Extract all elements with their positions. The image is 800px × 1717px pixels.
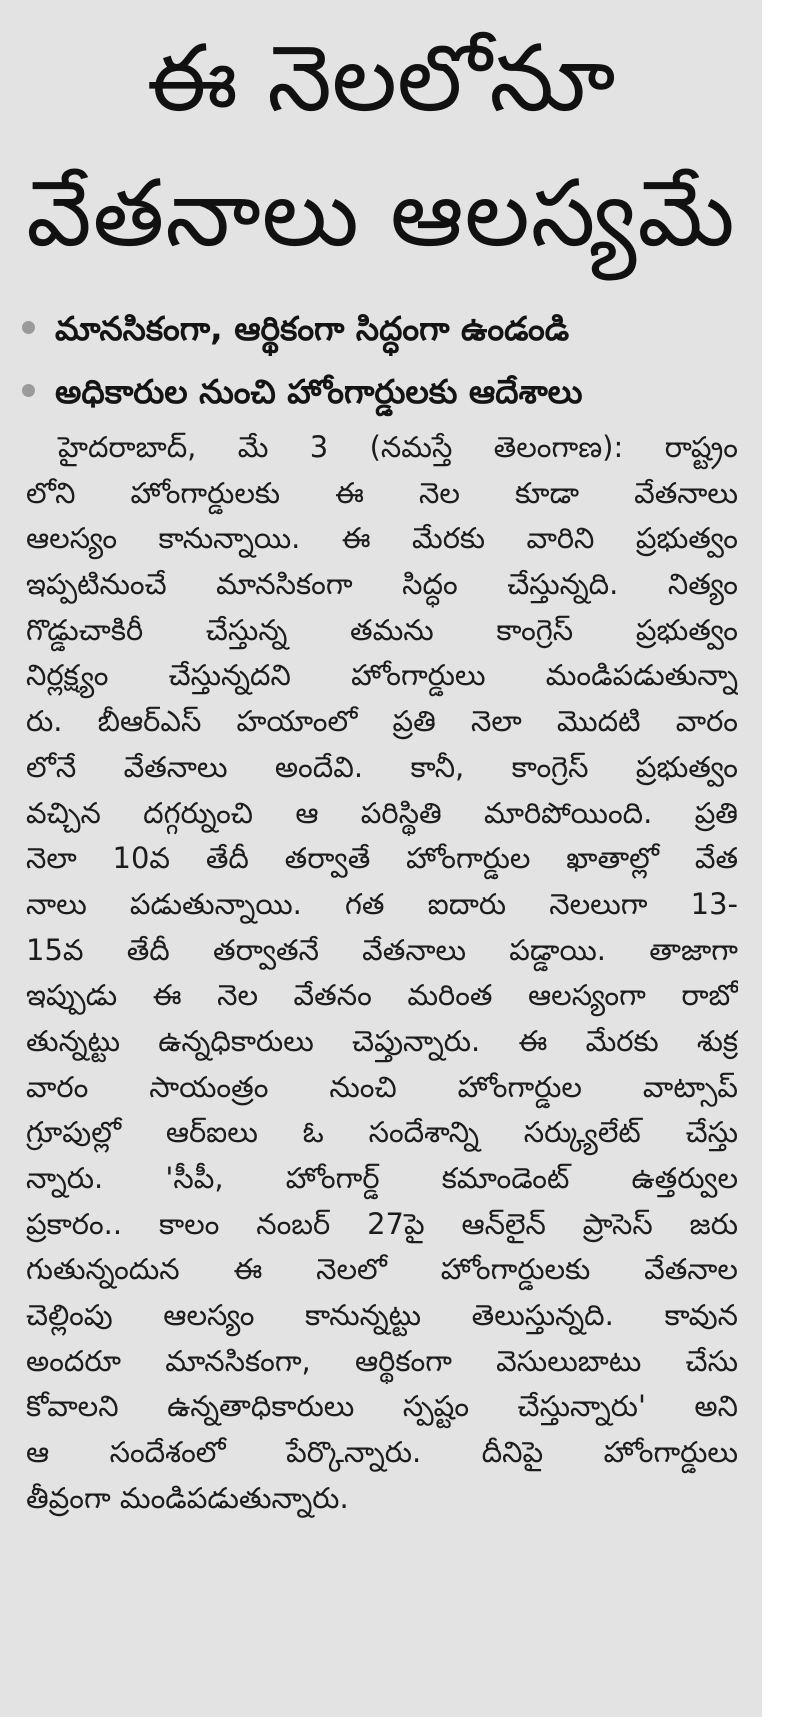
- body-line: నెలా 10వ తేదీ తర్వాతే హోంగార్డుల ఖాతాల్లో వేత: [26, 841, 738, 876]
- body-line: ప్రకారం.. కాలం నంబర్ 27పై ఆన్‌లైన్ ప్రాసెస్ జరు: [26, 1206, 738, 1241]
- bullet-icon: [22, 321, 35, 334]
- body-line: తున్నట్టు ఉన్నధికారులు చెప్తున్నారు. ఈ మేరకు శుక్ర: [26, 1023, 738, 1058]
- body-line: న్నారు. 'సీపీ, హోంగార్డ్ కమాండెంట్ ఉత్తర్వుల: [26, 1161, 738, 1195]
- body-line: వచ్చిన దగ్గర్నుంచి ఆ పరిస్థితి మారిపోయింది. ప్రతి: [26, 795, 738, 830]
- body-line: చెల్లింపు ఆలస్యం కానున్నట్టు తెలుస్తున్నది. కావున: [26, 1298, 738, 1333]
- body-line: గుతున్నందున ఈ నెలలో హోంగార్డులకు వేతనాల: [26, 1252, 738, 1287]
- body-line: హైదరాబాద్, మే 3 (నమస్తే తెలంగాణ): రాష్ట్రం: [58, 430, 738, 464]
- body-line: ఇప్పటినుంచే మానసికంగా సిద్ధం చేస్తున్నది. నిత్యం: [26, 567, 738, 602]
- subheading-2-text: అధికారుల నుంచి హోంగార్డులకు ఆదేశాలు: [55, 372, 583, 411]
- body-line: వారం సాయంత్రం నుంచి హోంగార్డుల వాట్సాప్: [26, 1069, 738, 1104]
- body-line: ఇప్పుడు ఈ నెల వేతనం మరింత ఆలస్యంగా రాబో: [26, 978, 738, 1013]
- body-line: లోనే వేతనాలు అందేవి. కానీ, కాంగ్రెస్ ప్రభుత్వం: [26, 749, 738, 784]
- body-line: లోని హోంగార్డులకు ఈ నెల కూడా వేతనాలు: [26, 475, 738, 510]
- body-line: 15వ తేదీ తర్వాతనే వేతనాలు పడ్డాయి. తాజాగా: [26, 932, 738, 967]
- body-line: ఆలస్యం కానున్నాయి. ఈ మేరకు వారిని ప్రభుత్వం: [26, 521, 738, 556]
- article-body: [26, 425, 738, 1522]
- body-line: గ్రూపుల్లో ఆర్ఐలు ఓ సందేశాన్ని సర్క్యులేట్ చేస్తు: [26, 1115, 738, 1150]
- headline-line-1: ఈ నెలలోనూ: [146, 25, 616, 132]
- headline-line-2: వేతనాలు ఆలస్యమే: [26, 160, 736, 267]
- body-line: నాలు పడుతున్నాయి. గత ఐదారు నెలలుగా 13-: [26, 886, 738, 921]
- page-margin: [762, 0, 800, 1717]
- body-line: ఆ సందేశంలో పేర్కొన్నారు. దీనిపై హోంగార్డులు: [26, 1435, 738, 1470]
- body-line: రు. బీఆర్ఎస్ హయాంలో ప్రతి నెలా మొదటి వారం: [26, 704, 738, 739]
- body-line: అందరూ మానసికంగా, ఆర్థికంగా వెసులుబాటు చేసు: [26, 1343, 738, 1378]
- subheading-1: [22, 305, 752, 353]
- body-line: నిర్లక్ష్యం చేస్తున్నదని హోంగార్డులు మండిపడుతున్నా: [26, 658, 738, 693]
- subheading-2: [22, 368, 752, 416]
- body-line: గొడ్డుచాకిరీ చేస్తున్న తమను కాంగ్రెస్ ప్రభుత్వం: [26, 612, 738, 647]
- bullet-icon: [22, 384, 35, 397]
- subheading-1-text: మానసికంగా, ఆర్థికంగా సిద్ధంగా ఉండండి: [55, 309, 570, 348]
- body-line: తీవ్రంగా మండిపడుతున్నారు.: [26, 1480, 349, 1515]
- body-line: కోవాలని ఉన్నతాధికారులు స్పష్టం చేస్తున్నారు' అని: [26, 1389, 738, 1424]
